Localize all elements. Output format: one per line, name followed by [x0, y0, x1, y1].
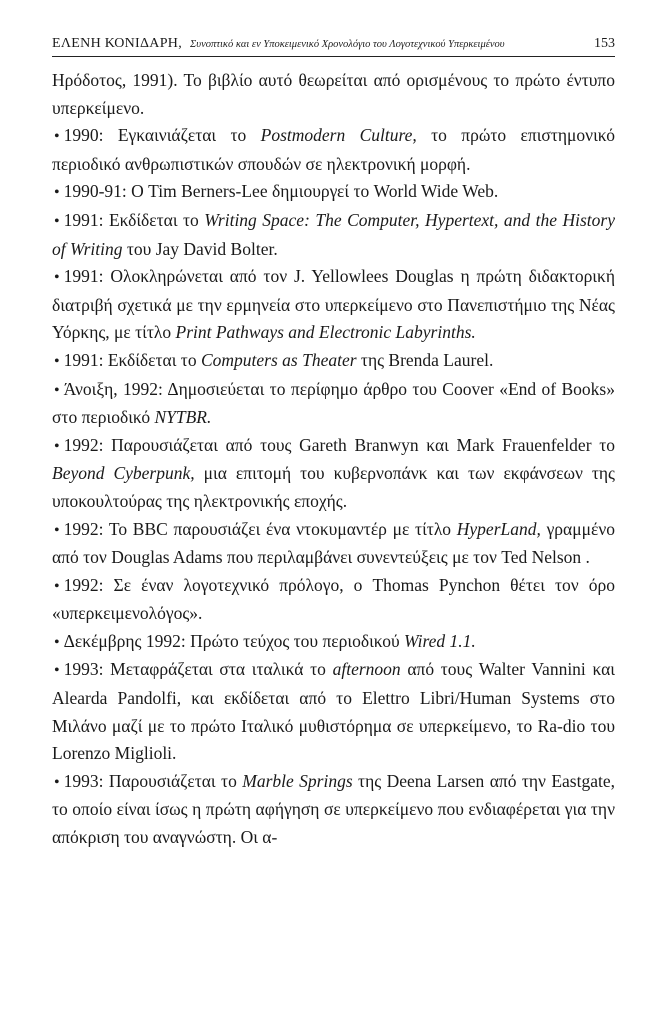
intro-paragraph: Ηρόδοτος, 1991). Το βιβλίο αυτό θεωρείται από ορισμένους το πρώτο έντυπο υπερκείμενο.: [52, 70, 615, 118]
entry-text: 1992: Σε έναν λογοτεχνικό πρόλογο, ο Thomas Pynchon θέτει τον όρο «υπερκειμενολόγος».: [52, 574, 615, 624]
entry-text: 1993: Μεταφράζεται στα ιταλικά το: [63, 659, 333, 680]
page-number: 153: [594, 36, 615, 51]
chronology-entry: [52, 628, 615, 657]
header-subtitle: Συνοπτικό και εν Υποκειμενικό Χρονολόγιο του Λογοτεχνικού Υπερκειμένου: [190, 39, 505, 50]
entry-text: γραμμένο από τον Douglas Adams που περιλαμβάνει συνεντεύξεις με τον Ted Nelson .: [52, 518, 615, 568]
bullet: •: [54, 437, 60, 455]
entry-text: 1992: Το BBC παρουσιάζει ένα ντοκυμαντέρ με τίτλο: [63, 518, 457, 539]
bullet: •: [54, 381, 60, 399]
bullet: •: [54, 633, 60, 651]
entry-text: Άνοιξη, 1992: Δημοσιεύεται το περίφημο άρθρο του Coover «End of Books» στο περιοδικό: [52, 378, 615, 428]
chronology-entry: [52, 432, 615, 516]
entry-title: Beyond Cyberpunk,: [52, 463, 195, 484]
chronology-entry: [52, 768, 615, 852]
entry-text: της Deena Larsen από την Eastgate, το οποίο είναι ίσως η πρώτη αφήγηση σε υπερκείμενο που ενδιαφέρεται για την απόκριση του αναγνώστη. Οι α-: [52, 770, 616, 848]
entry-text: 1991: Εκδίδεται το: [63, 349, 201, 370]
bullet: •: [54, 521, 60, 539]
chronology-entry: [52, 263, 615, 347]
chronology-entry: [52, 572, 615, 628]
bullet: •: [54, 212, 60, 230]
entry-text: το πρώτο επιστημονικό περιοδικό ανθρωπιστικών σπουδών σε ηλεκτρονική μορφή.: [52, 125, 615, 174]
chronology-entry: [52, 656, 615, 767]
bullet: •: [54, 662, 60, 680]
entry-text: από τους Walter Vannini και Alearda Pandolfi, και εκδίδεται από το Elettro Libri/Human Systems στο Μιλάνο μαζί με το πρώτο Ιταλικό μυθιστόρημα σε υπερκείμενο, το Ra-dio του Lorenzo Miglioli.: [52, 659, 616, 764]
entry-title: Writing Space: The Computer, Hypertext, and the History of Writing: [52, 209, 615, 259]
header-author: ΕΛΕΝΗ ΚΟΝΙΔΑΡΗ,: [52, 36, 183, 51]
chronology-entry: [52, 122, 615, 178]
entry-title: HyperLand,: [456, 518, 541, 539]
entry-text: Δεκέμβρης 1992: Πρώτο τεύχος του περιοδικού: [63, 630, 404, 651]
entry-title: NYTBR.: [154, 407, 212, 428]
bullet: •: [54, 269, 60, 287]
entry-title: Print Pathways and Electronic Labyrinths.: [175, 322, 476, 343]
chronology-entry: [52, 516, 615, 572]
chronology-entry: [52, 347, 615, 376]
entry-title: afternoon: [332, 659, 401, 680]
entry-title: Computers as Theater: [200, 349, 357, 370]
running-header: [52, 36, 615, 57]
bullet: •: [54, 352, 60, 370]
entry-title: Marble Springs: [242, 770, 353, 791]
bullet: •: [54, 184, 60, 202]
page-body: [52, 67, 615, 852]
entry-text: της Brenda Laurel.: [356, 349, 494, 370]
entry-title: Wired 1.1.: [404, 630, 476, 651]
entry-text: 1990: Εγκαινιάζεται το: [63, 125, 261, 146]
entry-text: 1993: Παρουσιάζεται το: [63, 770, 243, 791]
entry-text: του Jay David Bolter.: [122, 238, 278, 259]
bullet: •: [54, 773, 60, 791]
entry-text: 1990-91: Ο Tim Berners-Lee δημιουργεί το World Wide Web.: [63, 181, 499, 202]
entry-text: 1992: Παρουσιάζεται από τους Gareth Branwyn και Mark Frauenfelder το: [63, 434, 615, 455]
chronology-entry: [52, 178, 615, 207]
entry-text: 1991: Εκδίδεται το: [63, 209, 205, 230]
entry-title: Postmodern Culture,: [260, 125, 417, 146]
bullet: •: [54, 577, 60, 595]
bullet: •: [54, 128, 60, 146]
entry-text: 1991: Ολοκληρώνεται από τον J. Yellowlees Douglas η πρώτη διδακτορική διατριβή σχετικά με την ερμηνεία στο υπερκείμενο στο Πανεπιστήμιο της Νέας Υόρκης, με τίτλο: [52, 266, 615, 343]
chronology-entry: [52, 376, 615, 432]
chronology-entry: [52, 207, 615, 263]
entry-text: μια επιτομή του κυβερνοπάνκ και των εκφάνσεων της υποκουλτούρας της ηλεκτρονικής εποχής.: [52, 463, 615, 511]
